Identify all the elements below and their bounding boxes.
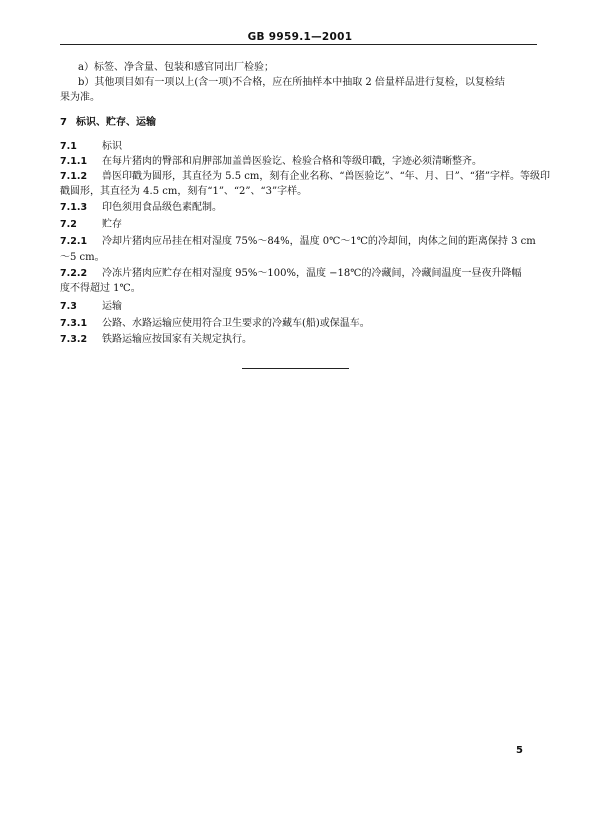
clause-text: 冷冻片猪肉应贮存在相对湿度 95%～100%，温度 −18℃的冷藏间，冷藏间温度一昼夜升降幅 xyxy=(102,268,522,279)
clause-7-1 xyxy=(60,141,540,153)
clause-text: 冷却片猪肉应吊挂在相对湿度 75%～84%，温度 0℃～1℃的冷却间，肉体之间的距离保持 3 cm xyxy=(102,236,536,247)
section-7-number: 7 xyxy=(60,117,67,128)
clause-text: 公路、水路运输应使用符合卫生要求的冷藏车(船)或保温车。 xyxy=(102,318,370,329)
clause-7-3 xyxy=(60,301,540,313)
section-7-title: 标识、贮存、运输 xyxy=(76,117,156,128)
clause-7-2-1-cont: ～5 cm。 xyxy=(60,252,105,263)
header-rule xyxy=(60,44,537,45)
clause-7-1-3 xyxy=(60,202,540,214)
item-a: a）标签、净含量、包装和感官同出厂检验； xyxy=(78,62,274,73)
clause-number: 7.1.3 xyxy=(60,202,88,213)
clause-number: 7.2.1 xyxy=(60,236,88,247)
clause-title: 标识 xyxy=(102,141,122,152)
clause-text: 在每片猪肉的臀部和肩胛部加盖兽医验讫、检验合格和等级印戳，字迹必须清晰整齐。 xyxy=(102,156,482,167)
clause-title: 运输 xyxy=(102,301,122,312)
clause-7-2 xyxy=(60,219,540,231)
clause-7-1-2 xyxy=(60,171,551,183)
clause-7-3-1 xyxy=(60,318,540,330)
clause-text: 印色须用食品级色素配制。 xyxy=(102,202,222,213)
clause-title: 贮存 xyxy=(102,219,122,230)
clause-7-3-2 xyxy=(60,334,540,346)
clause-number: 7.2 xyxy=(60,219,77,230)
clause-7-1-2-cont: 戳圆形，其直径为 4.5 cm，刻有“1”、“2”、“3”字样。 xyxy=(60,186,308,197)
clause-7-2-2-cont: 度不得超过 1℃。 xyxy=(60,283,141,294)
clause-7-2-2 xyxy=(60,268,540,280)
clause-text: 兽医印戳为圆形，其直径为 5.5 cm，刻有企业名称、“兽医验讫”、“年、月、日”、“猪”字样。等级印 xyxy=(102,171,551,182)
clause-number: 7.3 xyxy=(60,301,77,312)
clause-number: 7.3.2 xyxy=(60,334,88,345)
item-b-line-1: b）其他项目如有一项以上(含一项)不合格，应在所抽样本中抽取 2 倍量样品进行复检，以复检结 xyxy=(78,77,505,88)
clause-number: 7.1 xyxy=(60,141,77,152)
clause-number: 7.1.2 xyxy=(60,171,88,182)
clause-7-1-1 xyxy=(60,156,540,168)
page-number: 5 xyxy=(516,745,523,756)
end-rule xyxy=(242,368,349,369)
section-7-heading xyxy=(60,117,540,129)
document-header: GB 9959.1—2001 xyxy=(247,31,353,43)
clause-7-2-1 xyxy=(60,236,540,248)
item-b-line-2: 果为准。 xyxy=(60,92,100,103)
clause-number: 7.1.1 xyxy=(60,156,88,167)
clause-text: 铁路运输应按国家有关规定执行。 xyxy=(102,334,252,345)
clause-number: 7.3.1 xyxy=(60,318,88,329)
clause-number: 7.2.2 xyxy=(60,268,88,279)
